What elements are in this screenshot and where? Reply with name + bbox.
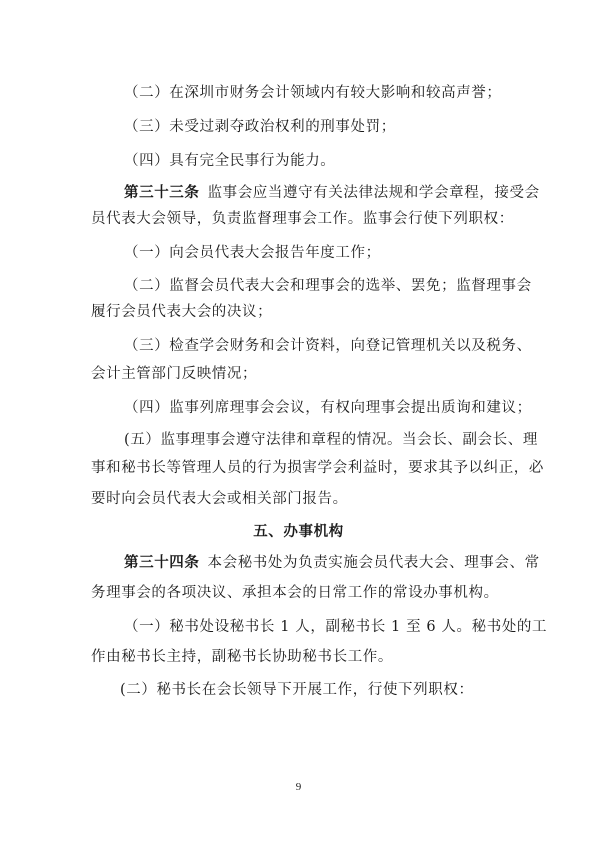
section-heading <box>0 522 597 542</box>
line-text: (二）秘书长在会长领导下开展工作，行使下列职权： <box>120 682 474 698</box>
page-number: 9 <box>295 781 302 793</box>
line-text: (五）监事理事会遵守法律和章程的情况。当会长、副会长、理 <box>124 432 538 448</box>
line-text: （四）具有完全民事行为能力。 <box>124 153 336 169</box>
text-line <box>91 489 597 509</box>
text-line <box>124 336 597 356</box>
line-text: 监事会应当遵守有关法律法规和学会章程，接受会 <box>207 185 540 201</box>
text-line <box>124 83 597 103</box>
text-line <box>91 209 597 229</box>
line-text: （三）检查学会财务和会计资料，向登记管理机关以及税务、 <box>124 338 532 354</box>
line-text: 会计主管部门反映情况； <box>91 366 258 382</box>
line-text: 本会秘书处为负责实施会员代表大会、理事会、常 <box>207 555 540 571</box>
article-number: 第三十四条 <box>124 554 200 571</box>
text-line <box>124 617 597 637</box>
text-line <box>124 243 597 263</box>
text-line <box>91 583 597 603</box>
text-line <box>124 430 597 450</box>
article-33-line <box>124 183 597 203</box>
line-text: （三）未受过剥夺政治权利的刑事处罚； <box>124 119 396 135</box>
line-text: 事和秘书长等管理人员的行为损害学会利益时，要求其予以纠正，必 <box>91 460 544 476</box>
text-line <box>91 458 597 478</box>
line-text: 履行会员代表大会的决议； <box>91 304 273 320</box>
line-text: （一）向会员代表大会报告年度工作； <box>124 245 381 261</box>
line-text: 员代表大会领导，负责监督理事会工作。监事会行使下列职权： <box>91 211 514 227</box>
article-34-line <box>124 553 597 573</box>
section-heading-text: 五、办事机构 <box>253 523 344 540</box>
line-text: （四）监事列席理事会会议，有权向理事会提出质询和建议； <box>124 400 532 416</box>
line-text: （二）监督会员代表大会和理事会的选举、罢免；监督理事会 <box>124 278 532 294</box>
article-number: 第三十三条 <box>124 184 200 201</box>
line-text: 要时向会员代表大会或相关部门报告。 <box>91 491 348 507</box>
line-text: （二）在深圳市财务会计领域内有较大影响和较高声誉； <box>124 85 502 101</box>
text-line <box>124 276 597 296</box>
text-line <box>124 117 597 137</box>
text-line <box>91 647 597 667</box>
text-line <box>124 151 597 171</box>
line-text: （一）秘书处设秘书长 1 人，副秘书长 1 至 6 人。秘书处的工 <box>124 619 548 635</box>
text-line <box>91 364 597 384</box>
line-text: 务理事会的各项决议、承担本会的日常工作的常设办事机构。 <box>91 585 499 601</box>
text-line <box>120 680 597 700</box>
text-line <box>91 302 597 322</box>
text-line <box>124 398 597 418</box>
line-text: 作由秘书长主持，副秘书长协助秘书长工作。 <box>91 649 393 665</box>
